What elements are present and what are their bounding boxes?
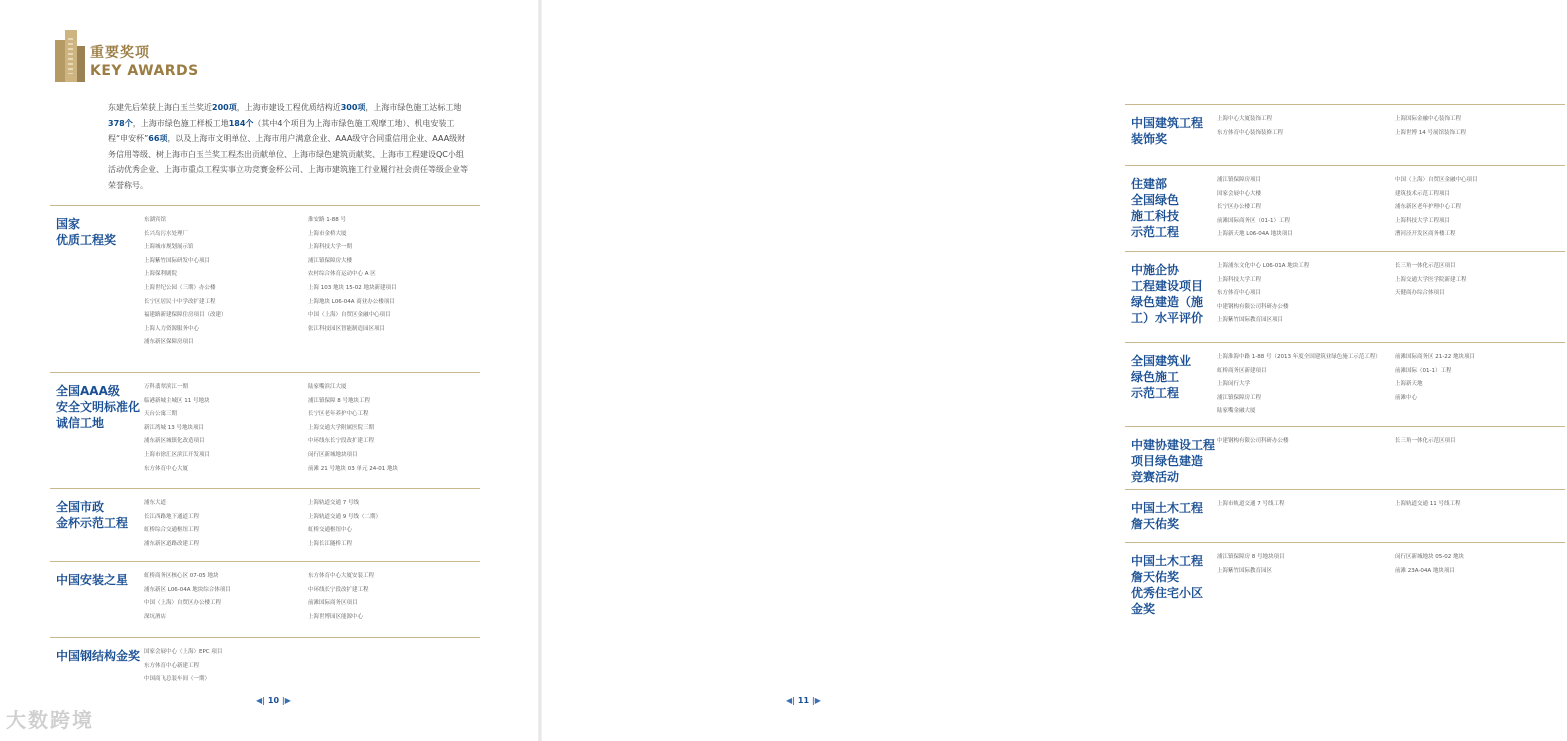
project-item: 建筑技术示范工程项目	[1395, 190, 1451, 197]
project-item: 上海地块 L06-04A 商业办公楼项目	[308, 298, 395, 305]
award-category-line: 示范工程	[1131, 386, 1180, 400]
award-category	[1131, 353, 1191, 401]
project-list-2	[1395, 498, 1567, 512]
awards-logo-icon	[55, 30, 85, 82]
project-item: 上海保利剧院	[144, 271, 178, 278]
project-item: 上海世博园区能源中心	[308, 613, 364, 620]
award-category	[56, 383, 140, 431]
project-item: 长三角一体化示范区项目	[1395, 263, 1456, 269]
project-item: 长江西路地下通道工程	[144, 513, 200, 520]
project-item: 漕河泾开发区商务楼工程	[1395, 231, 1456, 238]
project-item: 上海闵行大学	[1217, 381, 1251, 388]
project-item: 上海淮海中路 1-88 号（2013 年度全国建筑业绿色施工示范工程）	[1217, 354, 1381, 360]
project-item: 长宁区居民十中学改扩建工程	[144, 298, 216, 305]
project-item: 福建路新建保障住房项目（改建）	[144, 312, 227, 319]
project-item: 浦江镇保障房项目	[1217, 177, 1262, 183]
project-item: 前滩国际（01-1）工程	[1395, 367, 1452, 374]
award-category	[1131, 500, 1203, 532]
project-item: 新江湾城 13 号地块项目	[144, 424, 204, 431]
project-item: 长兴岛污水处理厂	[144, 230, 189, 237]
project-list-2	[308, 214, 483, 336]
award-category	[56, 499, 128, 531]
project-item: 农村综合体育运动中心 A 区	[308, 271, 376, 278]
award-category	[1131, 176, 1179, 240]
project-item: 中环线东长宁段改扩建工程	[308, 438, 375, 445]
award-row	[1125, 165, 1565, 250]
award-category-line: 全国市政	[56, 500, 105, 514]
project-item: 长宁区老年养护中心工程	[308, 411, 369, 418]
project-item: 闵行区新城地块项目	[308, 451, 358, 458]
award-category-line: 施工科技	[1131, 209, 1180, 223]
project-list-2	[308, 570, 483, 624]
project-list-1	[1217, 551, 1387, 578]
page-number-right: ◀| 11 |▶	[786, 696, 821, 705]
award-category	[56, 648, 140, 664]
project-item: 上海市金桥大厦	[308, 230, 347, 237]
award-category-line: 工）水平评价	[1131, 311, 1204, 325]
project-list-2	[308, 381, 483, 476]
project-item: 上海交通大学附属医院三期	[308, 424, 375, 431]
project-list-1	[144, 214, 294, 350]
project-item: 上海新天地 L06-04A 地块项目	[1217, 231, 1293, 238]
project-item: 上海科技大学一期	[308, 244, 353, 251]
award-category-line: 绿色施工	[1131, 370, 1180, 384]
section-title-cn: 重要奖项	[90, 45, 150, 61]
project-item: 上海浦东文化中心 L06-01A 地块工程	[1217, 263, 1310, 269]
project-list-2	[1395, 551, 1567, 578]
award-category	[56, 216, 116, 248]
project-item: 国家会展中心（上海）EPC 项目	[144, 649, 223, 655]
project-item: 中建钢构有限公司科研办公楼	[1217, 303, 1289, 310]
project-item: 浦江镇保障房工程	[1217, 394, 1262, 401]
project-item: 上海世博 14 号展馆装饰工程	[1395, 129, 1466, 136]
project-list-1	[144, 570, 294, 624]
project-item: 前滩 21 号地块 03 单元 24-01 地块	[308, 465, 398, 472]
project-item: 天台公寓三期	[144, 411, 178, 418]
left-page	[0, 0, 540, 741]
award-category-line: 中国安装之星	[56, 573, 129, 587]
project-item: 东方体育中心装饰装修工程	[1217, 129, 1284, 136]
project-item: 淮安路 1-88 号	[308, 217, 346, 223]
project-list-1	[144, 497, 294, 551]
project-item: 前滩国际商务区项目	[308, 600, 358, 607]
project-item: 浦东新区城镇化改造项目	[144, 438, 205, 445]
project-item: 浦东新区 L06-04A 地块综合体项目	[144, 586, 231, 593]
project-item: 上海市轨道交通 7 号线工程	[1217, 501, 1285, 507]
project-item: 陆家嘴滨江大厦	[308, 384, 347, 390]
award-row	[50, 372, 480, 487]
project-list-1	[144, 646, 294, 687]
award-category-line: 金杯示范工程	[56, 516, 129, 530]
project-list-2	[1395, 113, 1567, 140]
award-row	[50, 488, 480, 560]
project-item: 上海紫竹国际研发中心项目	[144, 257, 211, 264]
award-category	[1131, 553, 1203, 617]
project-item: 上海轨道交通 7 号线	[308, 500, 359, 506]
right-page	[540, 0, 1478, 741]
award-category-line: 中国建筑工程	[1131, 116, 1204, 130]
project-item: 天健商办综合体项目	[1395, 290, 1445, 297]
project-item: 前滩国际商务区（01-1）工程	[1217, 217, 1290, 224]
project-item: 浦东大道	[144, 500, 167, 506]
project-item: 虹桥交通枢纽中心	[308, 527, 353, 534]
project-item: 东方体育中心新建工程	[144, 662, 200, 669]
award-category-line: 优质工程奖	[56, 233, 117, 247]
project-list-1	[1217, 113, 1387, 140]
project-list-1	[1217, 498, 1387, 512]
project-item: 上海市徐汇区滨江开发项目	[144, 451, 211, 458]
project-item: 东湖宾馆	[144, 217, 167, 223]
award-category-line: 全国建筑业	[1131, 354, 1192, 368]
award-category-line: 中建协建设工程	[1131, 438, 1216, 452]
award-category-line: 竞赛活动	[1131, 470, 1180, 484]
award-category-line: 国家	[56, 217, 81, 231]
award-category-line: 安全文明标准化	[56, 400, 141, 414]
award-category-line: 中国土木工程	[1131, 554, 1204, 568]
project-item: 上海世纪公园（三期）办公楼	[144, 284, 216, 291]
project-item: 前滩国际商务区 21-22 地块项目	[1395, 354, 1475, 360]
award-category-line: 装饰奖	[1131, 132, 1168, 146]
project-item: 中国商飞总装车间（一期）	[144, 676, 211, 683]
project-item: 浦东新区道路改建工程	[144, 540, 200, 547]
award-category-line: 詹天佑奖	[1131, 517, 1180, 531]
project-list-1	[1217, 351, 1387, 419]
project-item: 长宁区办公楼工程	[1217, 204, 1262, 211]
intro-paragraph: 东建先后荣获上海白玉兰奖近200项，上海市建设工程优质结构近300项，上海市绿色施工达标工地378个，上海市绿色施工样板工地184个（其中4个项目为上海市绿色施工观摩工地）、机电安装工程“申安杯”66项，以及上海市文明单位、上海市用户满意企业、AAA级守合同重信用企业、AAA级财务信用等级、树上海市白玉兰奖工程杰出贡献单位、上海市绿色建筑贡献奖、上海市工程建设QC小组活动优秀企业、上海市重点工程实事立功竞赛金杯公司、上海市建筑施工行业履行社会责任等级企业等荣誉称号。	[108, 103, 468, 190]
project-item: 上海轨道交通 11 号线工程	[1395, 501, 1461, 507]
award-category	[1131, 437, 1215, 485]
award-row	[1125, 426, 1565, 488]
project-item: 万科翡翠滨江一期	[144, 384, 189, 390]
project-item: 中国（上海）自贸区金融中心项目	[308, 312, 391, 319]
award-category-line: 全国AAA级	[56, 384, 120, 398]
award-row	[50, 637, 480, 689]
award-row	[1125, 251, 1565, 341]
award-category-line: 示范工程	[1131, 225, 1180, 239]
award-category	[1131, 262, 1203, 326]
project-item: 陆家嘴金融大厦	[1217, 408, 1256, 415]
award-row	[50, 205, 480, 371]
project-item: 闵行区新城地块 05-02 地块	[1395, 554, 1464, 560]
project-item: 前滩中心	[1395, 394, 1418, 401]
award-category-line: 詹天佑奖	[1131, 570, 1180, 584]
project-item: 中国（上海）自贸区办公楼工程	[144, 600, 222, 607]
award-row	[1125, 489, 1565, 541]
award-category-line: 绿色建造（施	[1131, 295, 1204, 309]
project-item: 上海紫竹国际教育园区	[1217, 567, 1273, 574]
project-item: 张江科技园区智能制造园区项目	[308, 325, 386, 332]
project-item: 前滩 23A-04A 地块项目	[1395, 567, 1455, 574]
watermark-logo: 大数跨境	[6, 708, 94, 732]
award-category	[1131, 115, 1203, 147]
award-category-line: 诚信工地	[56, 416, 105, 430]
project-list-2	[1395, 174, 1567, 242]
section-title-en: KEY AWARDS	[90, 63, 199, 79]
project-list-1	[1217, 435, 1387, 449]
project-item: 上海人力资源服务中心	[144, 325, 200, 332]
project-item: 上海紫竹国际教育园区项目	[1217, 317, 1284, 324]
award-category-line: 项目绿色建造	[1131, 454, 1204, 468]
project-item: 临港新城主城区 11 号地块	[144, 397, 210, 404]
award-category-line: 工程建设项目	[1131, 279, 1204, 293]
award-category-line: 中国土木工程	[1131, 501, 1204, 515]
project-list-2	[308, 497, 483, 551]
project-item: 上海科技大学工程项目	[1395, 217, 1451, 224]
award-category-line: 优秀住宅小区	[1131, 586, 1204, 600]
project-list-2	[1395, 435, 1567, 449]
project-item: 国家会展中心大楼	[1217, 190, 1262, 197]
project-item: 浦东新区保障房项目	[144, 339, 194, 346]
award-row	[50, 561, 480, 636]
project-item: 上海中心大厦装饰工程	[1217, 116, 1273, 122]
award-category-line: 中国钢结构金奖	[56, 649, 141, 663]
project-list-2	[1395, 351, 1567, 405]
project-list-1	[1217, 174, 1387, 242]
project-item: 中国（上海）自贸区金融中心项目	[1395, 177, 1478, 183]
page-number-left: ◀| 10 |▶	[256, 696, 291, 705]
project-list-1	[144, 381, 294, 476]
project-item: 虹桥综合交通枢纽工程	[144, 527, 200, 534]
project-list-2	[1395, 260, 1567, 301]
award-category-line: 中施企协	[1131, 263, 1180, 277]
project-item: 东方体育中心项目	[1217, 290, 1262, 297]
project-item: 上海长江隧桥工程	[308, 540, 353, 547]
award-category-line: 金奖	[1131, 602, 1156, 616]
project-item: 浦江镇保障 8 号地块工程	[308, 397, 370, 404]
project-item: 虹桥商务区新建项目	[1217, 367, 1267, 374]
award-category-line: 全国绿色	[1131, 193, 1180, 207]
project-item: 上海交通大学医学院新建工程	[1395, 276, 1467, 283]
project-item: 上海城市规划展示馆	[144, 244, 194, 251]
project-list-1	[1217, 260, 1387, 328]
project-item: 上海国际金融中心装饰工程	[1395, 116, 1462, 122]
project-item: 上海轨道交通 9 号线（二期）	[308, 513, 381, 520]
project-item: 中环线长宁段改扩建工程	[308, 586, 369, 593]
project-item: 浦江镇保障房 8 号地块项目	[1217, 554, 1285, 560]
project-item: 上海科技大学工程	[1217, 276, 1262, 283]
project-item: 上海 103 地块 15-02 地块新建项目	[308, 284, 397, 291]
award-row	[1125, 342, 1565, 425]
award-category-line: 住建部	[1131, 177, 1168, 191]
award-category	[56, 572, 128, 588]
project-item: 中建钢构有限公司科研办公楼	[1217, 438, 1289, 444]
project-item: 浦江镇保障房大楼	[308, 257, 353, 264]
project-item: 上海新天地	[1395, 381, 1423, 388]
project-item: 浦东新区老年护理中心工程	[1395, 204, 1462, 211]
project-item: 东方体育中心大厦安装工程	[308, 573, 375, 579]
project-item: 长三角一体化示范区项目	[1395, 438, 1456, 444]
award-row	[1125, 542, 1565, 622]
project-item: 深坑酒店	[144, 613, 167, 620]
award-row	[1125, 104, 1565, 164]
project-item: 东方体育中心大厦	[144, 465, 189, 472]
project-item: 虹桥商务区核心区 07-05 地块	[144, 573, 219, 579]
